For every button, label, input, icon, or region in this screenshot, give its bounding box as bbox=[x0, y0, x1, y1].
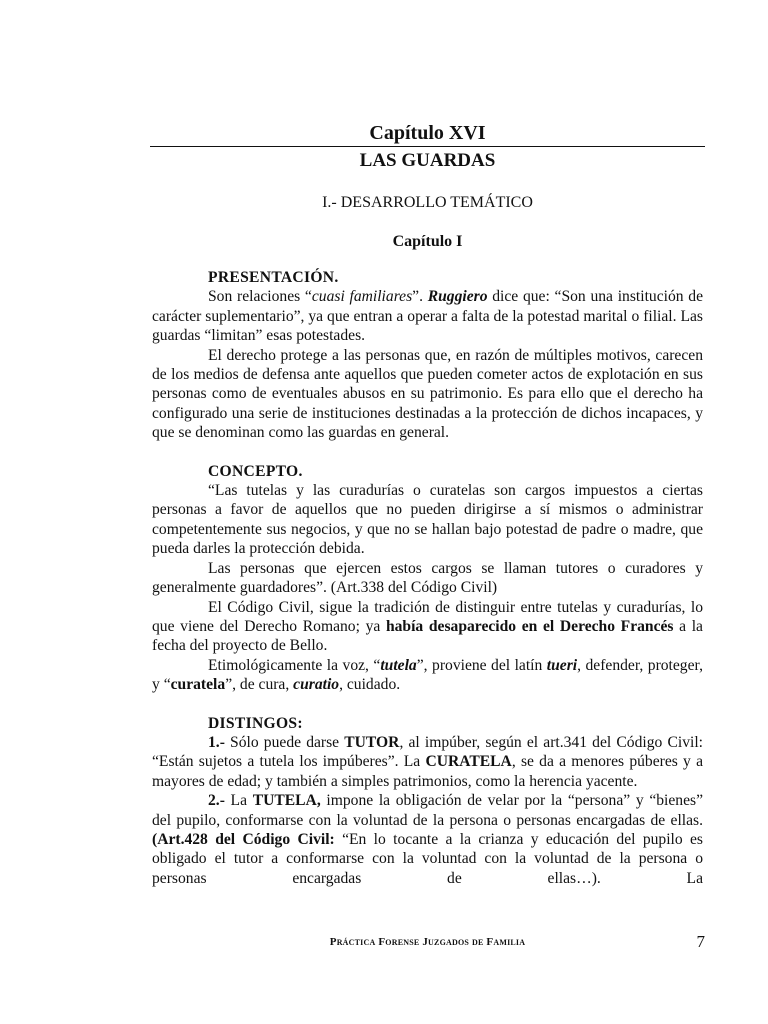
paragraph-distingos-2: 2.- La TUTELA, impone la obligación de velar por la “persona” y “bienes” del pupilo, conformarse con la voluntad de la persona o personas encargadas de ellas. (Art.428 del Código Civil: “En lo tocante a la crianza y educación del pupilo es obligado el tutor a conformarse con la voluntad con la voluntad de la persona o personas encargadas de ellas…). La bbox=[152, 792, 703, 887]
chapter-title: Capítulo XVI bbox=[369, 122, 486, 144]
section-title: LAS GUARDAS bbox=[359, 150, 496, 171]
paragraph-concepto-2: Las personas que ejercen estos cargos se llaman tutores o curadores y generalmente guardadores”. (Art.338 del Código Civil) bbox=[152, 559, 703, 597]
page-number: 7 bbox=[696, 932, 705, 951]
heading-presentacion: PRESENTACIÓN. bbox=[208, 269, 339, 286]
document-body bbox=[152, 268, 703, 888]
heading-distingos: DISTINGOS: bbox=[208, 714, 303, 732]
title-rule bbox=[150, 146, 705, 147]
heading-concepto: CONCEPTO. bbox=[208, 462, 303, 480]
paragraph-concepto-1: “Las tutelas y las curadurías o curatelas son cargos impuestos a ciertas personas a favor de aquellos que no pueden dirigirse a sí mismos o administrar competentemente sus negocios, y que no se hallan bajo potestad de padre o madre, que pueda darles la protección debida. bbox=[152, 482, 703, 558]
paragraph-concepto-4: Etimológicamente la voz, “tutela”, proviene del latín tueri, defender, proteger, y “curatela”, de cura, curatio, cuidado. bbox=[152, 656, 703, 694]
paragraph-presentacion-1: Son relaciones “cuasi familiares”. Ruggiero dice que: “Son una institución de carácter suplementario”, ya que entran a operar a falta de la potestad marital o filial. Las guardas “limitan” esas potestades. bbox=[152, 288, 703, 345]
paragraph-distingos-1: 1.- Sólo puede darse TUTOR, al impúber, según el art.341 del Código Civil: “Están sujetos a tutela los impúberes”. La CURATELA, se da a menores púberes y a mayores de edad; y también a simples patrimonios, como la herencia yacente. bbox=[152, 733, 703, 790]
subheading-desarrollo: I.- DESARROLLO TEMÁTICO bbox=[322, 194, 533, 211]
paragraph-concepto-3: El Código Civil, sigue la tradición de distinguir entre tutelas y curadurías, lo que viene del Derecho Romano; ya había desaparecido en el Derecho Francés a la fecha del proyecto de Bello. bbox=[152, 598, 703, 655]
running-footer: Práctica Forense Juzgados de Familia bbox=[329, 936, 526, 948]
paragraph-presentacion-2: El derecho protege a las personas que, en razón de múltiples motivos, carecen de los medios de defensa ante aquellos que pueden cometer actos de explotación en sus personas como de eventuales abusos en su patrimonio. Es para ello que el derecho ha configurado una serie de instituciones destinadas a la protección de dichos incapaces, y que se denominan como las guardas en general. bbox=[152, 346, 703, 442]
subheading-capitulo: Capítulo I bbox=[392, 233, 463, 250]
